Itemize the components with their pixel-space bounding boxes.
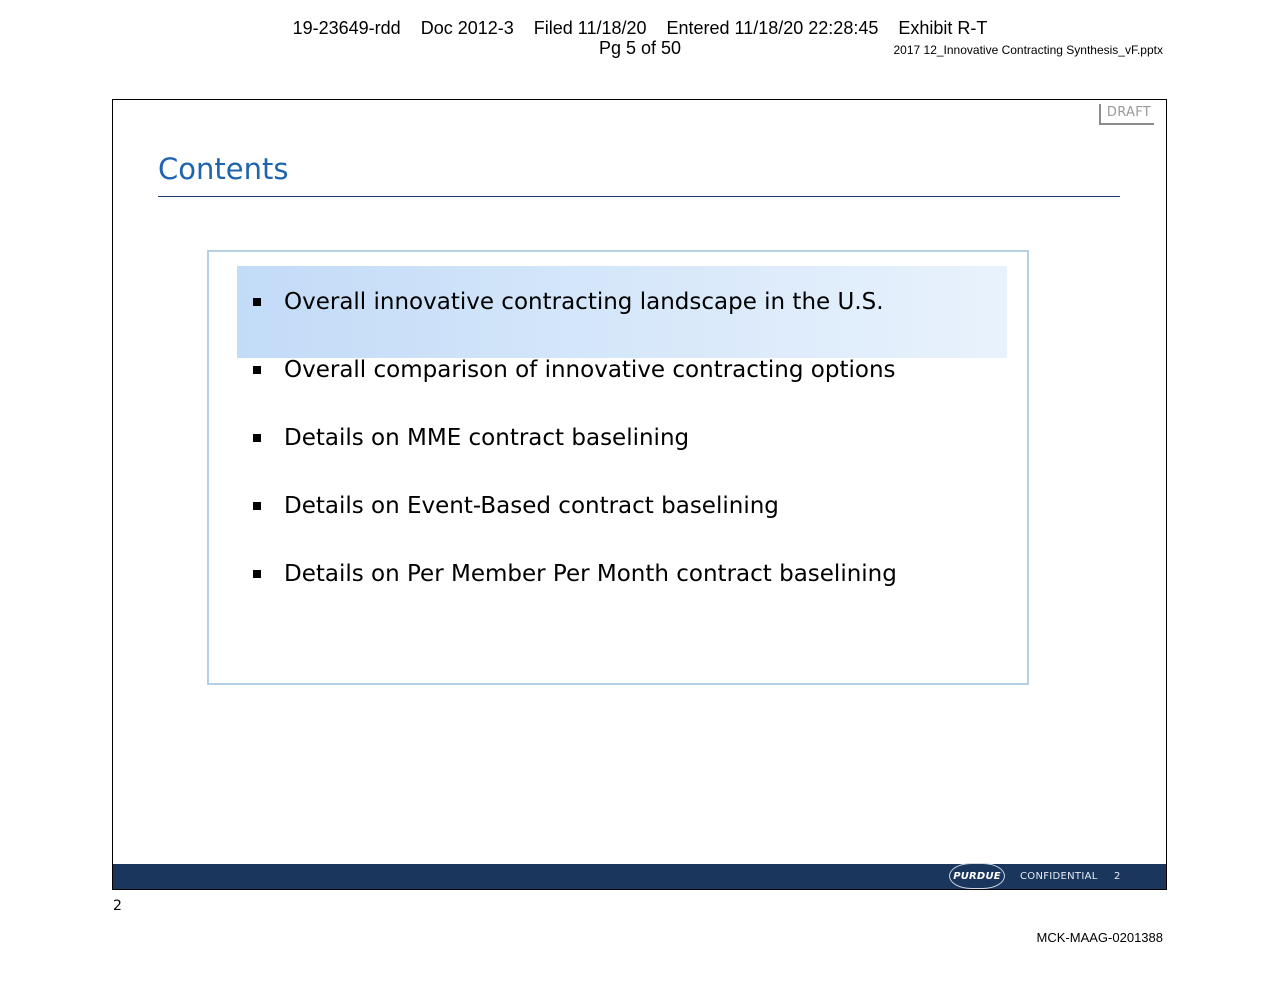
contents-item-comparison[interactable] xyxy=(209,352,1027,392)
purdue-logo: PURDUE xyxy=(949,863,1005,889)
square-bullet-icon xyxy=(253,298,261,306)
slide-number: 2 xyxy=(1114,871,1121,882)
square-bullet-icon xyxy=(253,434,261,442)
contents-item-label[interactable]: Details on Per Member Per Month contract baselining xyxy=(284,561,897,587)
square-bullet-icon xyxy=(253,570,261,578)
court-filing-header: 19-23649-rdd Doc 2012-3 Filed 11/18/20 Entered 11/18/20 22:28:45 Exhibit R-T xyxy=(292,18,988,38)
confidential-label: CONFIDENTIAL xyxy=(1020,871,1098,882)
contents-item-landscape[interactable] xyxy=(209,284,1027,324)
draft-stamp: DRAFT xyxy=(1099,104,1154,125)
contents-item-pmpm[interactable] xyxy=(209,556,1027,596)
contents-item-label[interactable]: Details on Event-Based contract baselining xyxy=(284,493,779,519)
square-bullet-icon xyxy=(253,366,261,374)
contents-item-mme[interactable] xyxy=(209,420,1027,460)
bates-number: MCK-MAAG-0201388 xyxy=(1036,930,1163,945)
slide-title: Contents xyxy=(158,152,289,186)
court-page-count: Pg 5 of 50 xyxy=(598,38,682,58)
contents-item-event-based[interactable] xyxy=(209,488,1027,528)
slide-frame xyxy=(112,99,1167,890)
square-bullet-icon xyxy=(253,502,261,510)
contents-item-label[interactable]: Details on MME contract baselining xyxy=(284,425,690,451)
title-divider xyxy=(158,196,1120,197)
contents-box xyxy=(207,250,1029,685)
contents-item-label[interactable]: Overall comparison of innovative contracting options xyxy=(284,357,896,383)
source-filename: 2017 12_Innovative Contracting Synthesis_vF.pptx xyxy=(893,43,1163,57)
page-number: 2 xyxy=(113,898,122,914)
contents-item-label[interactable]: Overall innovative contracting landscape in the U.S. xyxy=(284,289,884,315)
slide-footer-bar xyxy=(113,864,1166,889)
